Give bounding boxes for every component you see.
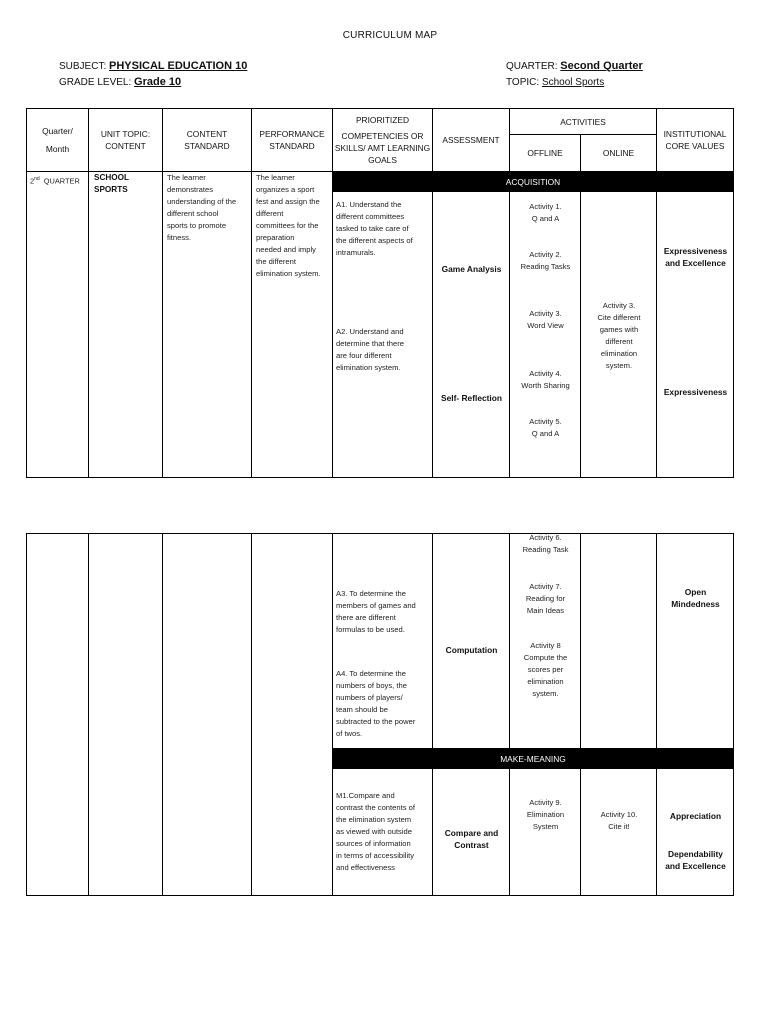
subject-value: PHYSICAL EDUCATION 10 xyxy=(109,60,248,72)
activity-1 xyxy=(510,201,581,225)
text-line: The learner xyxy=(167,173,206,182)
text-line: Compute the xyxy=(523,653,568,662)
text-line: Q and A xyxy=(531,429,560,438)
document-title: CURRICULUM MAP xyxy=(342,30,438,41)
text-line: intramurals. xyxy=(336,248,376,257)
header-online xyxy=(581,135,657,172)
text-line: the elimination system xyxy=(336,815,412,824)
text-line: numbers of boys, the xyxy=(336,681,407,690)
text-line: numbers of players/ xyxy=(336,693,403,702)
text-line: Activity 7. xyxy=(529,582,562,591)
text-line: Open xyxy=(684,587,707,597)
text-line: in terms of accessibility xyxy=(336,851,415,860)
text-line: committees for the xyxy=(256,221,319,230)
text-line: sports to promote xyxy=(167,221,227,230)
competency-a1 xyxy=(336,199,413,259)
text-line: Dependability xyxy=(668,849,723,859)
competency-m1 xyxy=(336,790,415,874)
competency-m1-cell xyxy=(333,769,433,896)
text-line: Word View xyxy=(527,321,564,330)
text-line: Activity 1. xyxy=(529,202,562,211)
text-line: subtracted to the power xyxy=(336,717,416,726)
online-activity-3 xyxy=(581,300,657,372)
header-text: CONTENT xyxy=(186,129,228,139)
band-label: ACQUISITION xyxy=(505,176,561,187)
text-line: needed and imply xyxy=(256,245,316,254)
core-values-cell xyxy=(657,192,734,478)
header-text: CORE VALUES xyxy=(665,141,725,151)
text-line: there are different xyxy=(336,613,396,622)
text-line: different xyxy=(256,209,284,218)
header-core-values xyxy=(657,109,734,172)
header-text: UNIT TOPIC: xyxy=(100,129,151,139)
text-line: Activity 5. xyxy=(529,417,562,426)
text-line: different school xyxy=(167,209,219,218)
activity-6 xyxy=(510,532,581,556)
unit-cell-continued xyxy=(89,534,163,896)
header-text: STANDARD xyxy=(184,141,230,151)
subject-label: SUBJECT: xyxy=(59,61,107,72)
text-line: fitness. xyxy=(167,233,192,242)
assessment-self-reflection: Self- Reflection xyxy=(441,393,502,403)
text-line: Worth Sharing xyxy=(521,381,570,390)
header-activities xyxy=(510,109,657,135)
assessment-cell-continued xyxy=(433,534,510,749)
text-line: system. xyxy=(605,361,633,370)
grade-label: GRADE LEVEL: xyxy=(59,77,132,88)
activity-2 xyxy=(510,249,581,273)
header-offline xyxy=(510,135,581,172)
text-line: Cite it! xyxy=(608,822,630,831)
assessment-compare-cell xyxy=(433,769,510,896)
make-meaning-band xyxy=(333,749,734,769)
competency-a2 xyxy=(336,326,404,374)
assessment-computation: Computation xyxy=(445,645,498,655)
header-quarter-month xyxy=(27,109,89,172)
text-line: the different aspects of xyxy=(336,236,413,245)
text-line: understanding of the xyxy=(167,197,237,206)
header-text: OFFLINE xyxy=(527,148,563,158)
header-text: ACTIVITIES xyxy=(560,116,606,127)
text-line: M1.Compare and xyxy=(336,791,395,800)
quarter-line xyxy=(506,60,643,72)
curriculum-table-part2 xyxy=(26,533,734,896)
text-line: elimination system. xyxy=(256,269,321,278)
activity-9 xyxy=(510,797,581,833)
text-line: determine that there xyxy=(336,339,404,348)
text-line: A2. Understand and xyxy=(336,327,404,336)
header-competencies xyxy=(333,109,433,172)
unit-cell xyxy=(89,172,163,478)
core-values-cell-continued xyxy=(657,534,734,749)
core-value-expressiveness-excellence xyxy=(657,245,734,269)
text-line: contrast the contents of xyxy=(336,803,415,812)
activity-10 xyxy=(581,809,657,833)
text-line: Activity 10. xyxy=(600,810,638,819)
text-line: scores per xyxy=(527,665,564,674)
text-line: Mindedness xyxy=(671,599,720,609)
acquisition-band xyxy=(333,172,734,192)
text-line: sources of information xyxy=(336,839,411,848)
header-text: CONTENT xyxy=(105,141,146,151)
header-text: GOALS xyxy=(368,155,397,165)
text-line: System xyxy=(532,822,559,831)
text-line: as viewed with outside xyxy=(336,827,412,836)
text-line: tasked to take care of xyxy=(336,224,409,233)
header-performance-standard xyxy=(252,109,333,172)
offline-cell-continued xyxy=(510,534,581,749)
text-line: elimination xyxy=(600,349,638,358)
text-line: members of games and xyxy=(336,601,416,610)
header-text: PERFORMANCE xyxy=(259,129,325,139)
quarter-suffix: nd xyxy=(34,176,40,182)
offline-cell xyxy=(510,192,581,478)
performance-standard-cell xyxy=(252,172,333,478)
text-line: Compare and xyxy=(444,828,499,838)
topic-value: School Sports xyxy=(541,77,605,88)
text-line: of twos. xyxy=(336,729,363,738)
offline-activity-9-cell xyxy=(510,769,581,896)
text-line: Reading Tasks xyxy=(520,262,571,271)
topic-line xyxy=(506,77,604,88)
topic-label: TOPIC: xyxy=(506,77,540,88)
quarter-value: Second Quarter xyxy=(560,60,643,72)
text-line: A4. To determine the xyxy=(336,669,406,678)
activity-3 xyxy=(510,308,581,332)
grade-value: Grade 10 xyxy=(134,76,182,88)
performance-standard-cell-continued xyxy=(252,534,333,896)
text-line: Contrast xyxy=(454,840,489,850)
text-line: The learner xyxy=(256,173,295,182)
header-assessment xyxy=(433,109,510,172)
text-line: elimination xyxy=(527,677,564,686)
activity-4 xyxy=(510,368,581,392)
text-line: system. xyxy=(532,689,559,698)
core-value-open-mindedness xyxy=(657,586,734,610)
text-line: games with xyxy=(599,325,639,334)
competencies-cell-continued xyxy=(333,534,433,749)
text-line: preparation xyxy=(256,233,295,242)
unit-text: SCHOOL SPORTS xyxy=(94,173,129,194)
online-cell xyxy=(581,192,657,478)
text-line: the different xyxy=(256,257,296,266)
header-text: INSTITUTIONAL xyxy=(663,129,727,139)
text-line: and Excellence xyxy=(665,861,726,871)
text-line: Activity 6. xyxy=(529,533,562,542)
text-line: Activity 3. xyxy=(529,309,562,318)
header-text: ASSESSMENT xyxy=(442,135,500,145)
content-standard-cell-continued xyxy=(163,534,252,896)
text-line: elimination system. xyxy=(336,363,401,372)
quarter-cell xyxy=(27,172,89,478)
text-line: demonstrates xyxy=(167,185,214,194)
text-line: A3. To determine the xyxy=(336,589,406,598)
curriculum-table-part1 xyxy=(26,108,734,478)
header-text: Month xyxy=(45,144,70,154)
header-unit-topic xyxy=(89,109,163,172)
text-line: Expressiveness xyxy=(663,246,728,256)
content-standard-text xyxy=(167,172,236,244)
header-content-standard xyxy=(163,109,252,172)
text-line: Activity 2. xyxy=(529,250,562,259)
header-text: PRIORITIZED xyxy=(355,115,410,125)
core-value-appreciation: Appreciation xyxy=(669,811,722,821)
core-values-make-meaning-cell xyxy=(657,769,734,896)
text-line: and Excellence xyxy=(665,258,726,268)
performance-standard-text xyxy=(256,172,321,280)
competency-a3 xyxy=(336,588,416,636)
subject-line xyxy=(59,60,247,72)
header-text: ONLINE xyxy=(602,148,635,158)
band-label: MAKE-MEANING xyxy=(500,753,566,764)
assessment-cell xyxy=(433,192,510,478)
text-line: fest and assign the xyxy=(256,197,320,206)
text-line: and effectiveness xyxy=(336,863,395,872)
quarter-word: QUARTER xyxy=(43,176,80,186)
text-line: Reading for xyxy=(525,594,566,603)
text-line: Main Ideas xyxy=(526,606,565,615)
text-line: A1. Understand the xyxy=(336,200,402,209)
header-text: COMPETENCIES OR xyxy=(341,131,424,141)
text-line: Activity 4. xyxy=(529,369,562,378)
text-line: formulas to be used. xyxy=(336,625,405,634)
content-standard-cell xyxy=(163,172,252,478)
text-line: Reading Task xyxy=(522,545,569,554)
text-line: are four different xyxy=(336,351,392,360)
online-activity-10-cell xyxy=(581,769,657,896)
text-line: different committees xyxy=(336,212,405,221)
core-value-expressiveness: Expressiveness xyxy=(663,387,728,397)
text-line: Q and A xyxy=(531,214,560,223)
header-text: STANDARD xyxy=(269,141,315,151)
core-value-dependability-excellence xyxy=(657,848,734,872)
online-cell-continued xyxy=(581,534,657,749)
quarter-label: QUARTER: xyxy=(506,61,558,72)
text-line: team should be xyxy=(336,705,388,714)
text-line: Activity 9. xyxy=(529,798,562,807)
quarter-cell-continued xyxy=(27,534,89,896)
quarter-text xyxy=(30,173,80,187)
text-line: Elimination xyxy=(526,810,565,819)
activity-7 xyxy=(510,581,581,617)
quarter-number: 2 xyxy=(30,176,35,186)
text-line: different xyxy=(605,337,633,346)
competency-a4 xyxy=(336,668,415,740)
competencies-cell xyxy=(333,192,433,478)
text-line: Activity 3. xyxy=(602,301,636,310)
text-line: Cite different xyxy=(597,313,641,322)
text-line: Activity 8 xyxy=(530,641,561,650)
header-text: SKILLS/ AMT LEARNING xyxy=(334,143,431,153)
activity-5 xyxy=(510,416,581,440)
assessment-game-analysis: Game Analysis xyxy=(441,264,502,274)
grade-line xyxy=(59,76,181,88)
header-text: Quarter/ xyxy=(42,126,73,136)
text-line: organizes a sport xyxy=(256,185,315,194)
assessment-compare-contrast xyxy=(433,827,510,851)
activity-8 xyxy=(510,640,581,700)
